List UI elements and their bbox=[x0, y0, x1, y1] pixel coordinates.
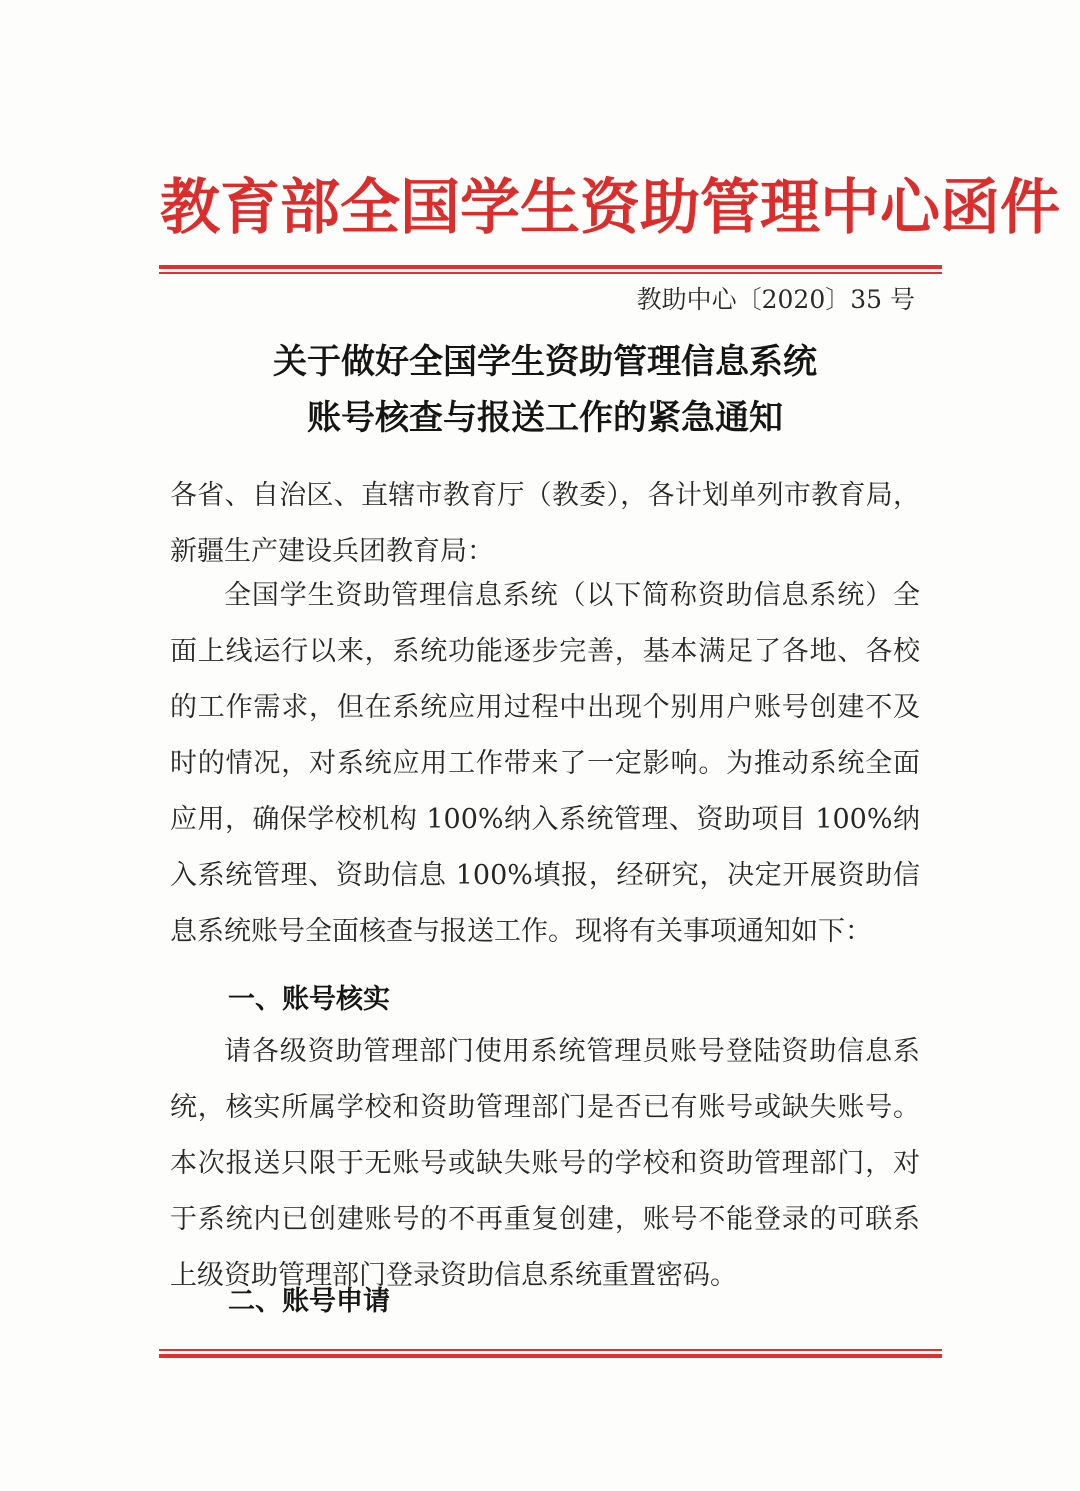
section-heading-account-verification: 一、账号核实 bbox=[228, 984, 390, 1015]
section-heading-account-application: 二、账号申请 bbox=[228, 1286, 390, 1317]
rule-thick-line bbox=[159, 1354, 942, 1358]
document-title-line-1: 关于做好全国学生资助管理信息系统 bbox=[273, 342, 817, 382]
intro-paragraph: 全国学生资助管理信息系统（以下简称资助信息系统）全面上线运行以来，系统功能逐步完善，基本满足了各地、各校的工作需求，但在系统应用过程中出现个别用户账号创建不及时的情况，对系统应用工作带来了一定影响。为推动系统全面应用，确保学校机构 100%纳入系统管理、资助项目 100%纳入系统管理、资助信息 100%填报，经研究，决定开展资助信息系统账号全面核查与报送工作。现将有关事项通知如下： bbox=[170, 580, 920, 947]
section-1-paragraph: 请各级资助管理部门使用系统管理员账号登陆资助信息系统，核实所属学校和资助管理部门是否已有账号或缺失账号。本次报送只限于无账号或缺失账号的学校和资助管理部门，对于系统内已创建账号的不再重复创建，账号不能登录的可联系上级资助管理部门登录资助信息系统重置密码。 bbox=[170, 1036, 920, 1291]
salutation: 各省、自治区、直辖市教育厅（教委），各计划单列市教育局，新疆生产建设兵团教育局： bbox=[170, 480, 920, 567]
rule-thin-line bbox=[159, 1349, 942, 1351]
footer-red-rule bbox=[159, 1349, 942, 1358]
document-number: 教助中心〔2020〕35 号 bbox=[636, 285, 915, 314]
document-title-line-2: 账号核查与报送工作的紧急通知 bbox=[307, 398, 783, 438]
letterhead-red-rule bbox=[159, 265, 942, 274]
rule-thick-line bbox=[159, 265, 942, 269]
rule-thin-line bbox=[159, 272, 942, 274]
letterhead-title: 教育部全国学生资助管理中心函件 bbox=[160, 173, 1060, 243]
